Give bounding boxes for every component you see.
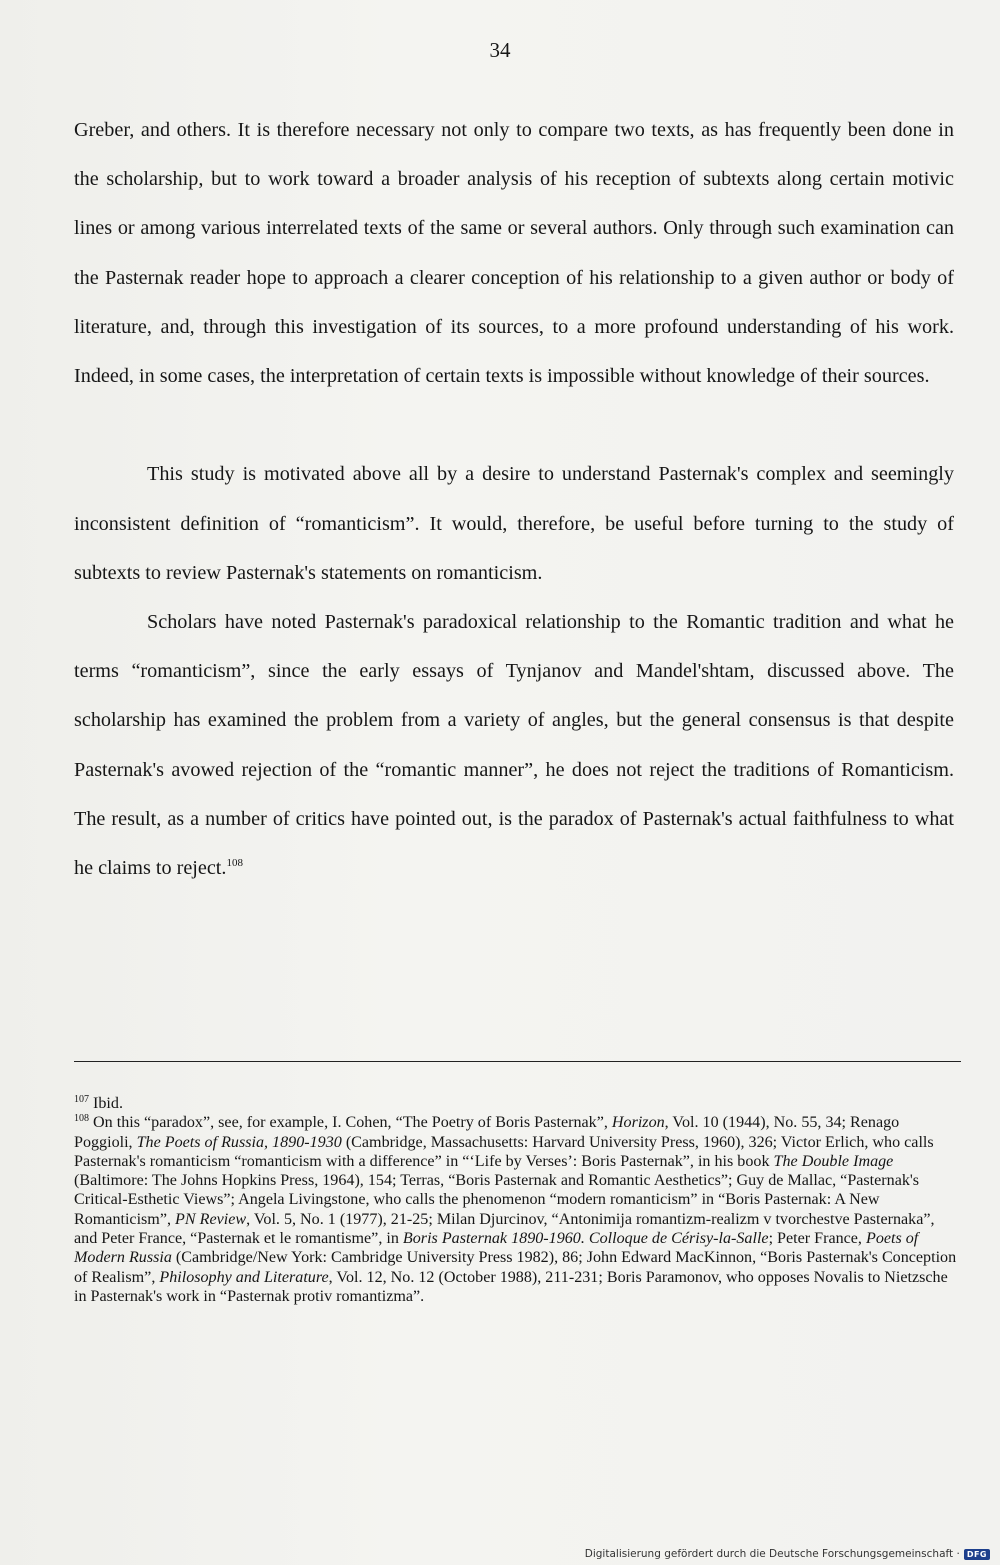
footnote-segment: (Cambridge, Massachusetts: Harvard University Press, 1960), 326; Victor Erlich, who calls Pasternak's romanticism “romanticism with a difference” in “‘Life by Verses’: Boris Pasternak”, in his book [74, 1133, 934, 1170]
footnote-segment: , Vol. 5, No. 1 (1977), 21-25; Milan Djurcinov, “Antonimija romantizm-realizm v tvorchestve Pasternaka”, and Peter France, “Pasternak et le romantisme”, in [74, 1210, 935, 1248]
dfg-logo-icon: DFG [964, 1549, 990, 1560]
footnote-segment: , Vol. 10 (1944), No. 55, 34; Renago Poggioli, [74, 1114, 900, 1151]
paragraph-3-text: Scholars have noted Pasternak's paradoxical relationship to the Romantic tradition and what he terms “romanticism”, since the early essays of Tynjanov and Mandel'shtam, discussed above. The scholarship has examined the problem from a variety of angles, but the general consensus is that despite Pasternak's avowed rejection of the “romantic manner”, he does not reject the traditions of Romanticism. The result, as a number of critics have pointed out, is the paradox of Pasternak's actual faithfulness to what he claims to reject. [74, 611, 954, 880]
paragraph-3 [74, 598, 954, 893]
paragraph-1: Greber, and others. It is therefore necessary not only to compare two texts, as has frequently been done in the scholarship, but to work toward a broader analysis of his reception of subtexts along certain motivic lines or among various interrelated texts of the same or several authors. Only through such examination can the Pasternak reader hope to approach a clearer conception of his relationship to a given author or body of literature, and, through this investigation of its sources, to a more profound understanding of his work. Indeed, in some cases, the interpretation of certain texts is impossible without knowledge of their sources. [74, 119, 954, 388]
footnote-italic-title: The Poets of Russia, 1890-1930 [136, 1133, 342, 1151]
footnote-number: 107 [74, 1094, 89, 1105]
footnote-text [93, 1095, 123, 1112]
footnote-number: 108 [74, 1113, 89, 1125]
footnote-segment: (Cambridge/New York: Cambridge University Press 1982), 86; John Edward MacKinnon, “Boris Pasternak's Conception of Realism”, [74, 1249, 957, 1286]
footnote-108 [74, 1113, 961, 1306]
footnote-text [74, 1114, 956, 1305]
footnote-italic-title: PN Review [175, 1210, 247, 1228]
body-text [74, 106, 954, 893]
footnote-107 [74, 1094, 961, 1113]
footnote-segment: (Baltimore: The Johns Hopkins Press, 1964), 154; Terras, “Boris Pasternak and Romantic Aesthetics”; Guy de Mallac, “Pasternak's Critical-Esthetic Views”; Angela Livingstone, who calls the phenomenon “modern romanticism” in “Boris Pasternak: A New Romanticism”, [74, 1172, 920, 1228]
footnote-italic-title: Philosophy and Literature [159, 1268, 329, 1286]
paragraph-spacer [74, 401, 954, 450]
footnotes [74, 1094, 961, 1306]
credit-text: Digitalisierung gefördert durch die Deutsche Forschungsgemeinschaft · [584, 1548, 960, 1560]
footnote-segment: Ibid. [93, 1095, 123, 1112]
page-number: 34 [489, 38, 511, 62]
digitization-credit [585, 1548, 990, 1560]
footnote-italic-title: Poets of Modern Russia [74, 1230, 919, 1267]
footnote-segment: , Vol. 12, No. 12 (October 1988), 211-231; Boris Paramonov, who opposes Novalis to Nietzsche in Pasternak's work in “Pasternak protiv romantizma”. [74, 1268, 948, 1305]
footnote-ref-108[interactable]: 108 [226, 857, 243, 870]
footnote-segment: On this “paradox”, see, for example, I. Cohen, “The Poetry of Boris Pasternak”, [93, 1114, 612, 1132]
footnote-italic-title: Boris Pasternak 1890-1960. Colloque de Cérisy-la-Salle [402, 1230, 769, 1248]
footnote-italic-title: Horizon [611, 1114, 665, 1132]
paragraph-2: This study is motivated above all by a desire to understand Pasternak's complex and seemingly inconsistent definition of “romanticism”. It would, therefore, be useful before turning to the study of subtexts to review Pasternak's statements on romanticism. [74, 463, 954, 584]
footnote-segment: ; Peter France, [768, 1230, 866, 1248]
footnote-italic-title: The Double Image [773, 1152, 894, 1170]
footnote-separator [74, 1061, 961, 1062]
